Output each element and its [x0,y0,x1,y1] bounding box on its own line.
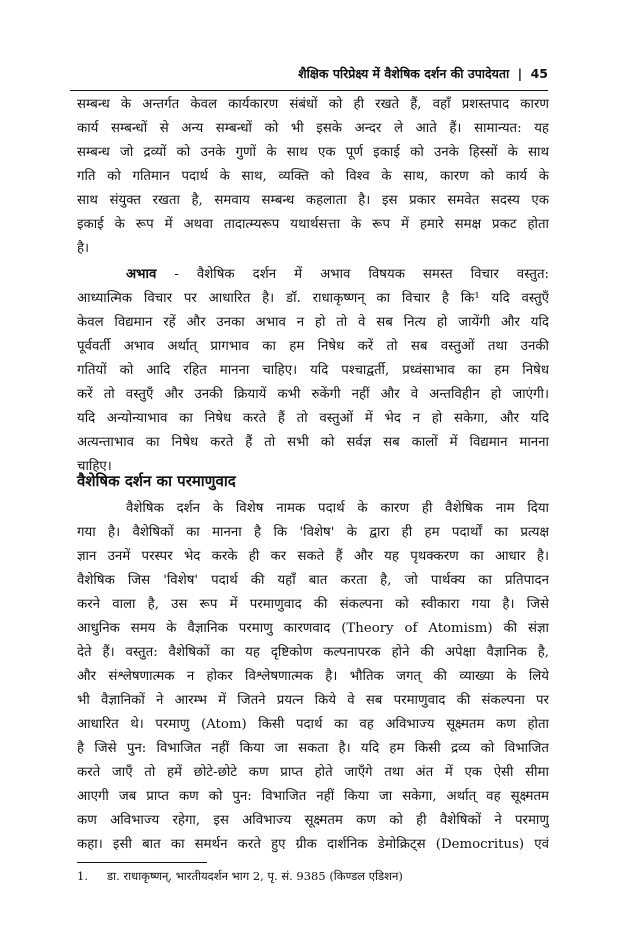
paragraph-line: ज्ञान उनमें परस्पर भेद करके ही कर सकते हैं और यह पृथक्करण का आधार है। [77,549,549,564]
running-header [70,63,548,85]
paragraph-line: अत्यन्ताभाव का निषेध करते हैं तो सभी को सर्वज्ञ सब कालों में विद्यमान मानना [77,435,549,450]
paragraph-line: आध्यात्मिक विचार पर आधारित है। डॉ. राधाकृष्णन् का विचार है कि¹ यदि वस्तुएँ [77,291,549,306]
paragraph-line: है जिसे पुन: विभाजित नहीं किया जा सकता है। यदि हम किसी द्रव्य को विभाजित [77,741,549,756]
paragraph-line: चाहिए। [77,459,112,474]
header-rule [70,90,548,91]
paragraph-line: देते हैं। वस्तुत: वैशेषिकों का यह दृष्टिकोण कल्पनापरक होने की अपेक्षा वैज्ञानिक है, [77,645,549,660]
paragraph-line: आधुनिक समय के वैज्ञानिक परमाणु कारणवाद (Theory of Atomism) की संज्ञा [77,621,549,636]
paragraph-line [126,263,549,287]
paragraph-line: सम्बन्ध जो द्रव्यों को उनके गुणों के साथ एक पूर्ण इकाई को उनके हिस्सों के साथ [77,145,549,160]
footnote-text: डा. राधाकृष्णन्, भारतीयदर्शन भाग 2, पृ. सं. 9385 (किण्डल एडिशन) [107,869,403,883]
paragraph-line: कार्य सम्बन्धों से अन्य सम्बन्धों को भी इसके अन्दर ले आते हैं। सामान्यत: यह [77,121,549,136]
paragraph-line: भी वैज्ञानिकों ने आरम्भ में जितने प्रयत्न किये वे सब परमाणुवाद की संकल्पना पर [77,693,549,708]
paragraph-line: करें तो वस्तुएँ और उनकी क्रियायें कभी रुकेंगी नहीं और वे अन्तविहीन हो जाएंगी। [77,387,549,402]
footnote [77,866,549,886]
paragraph-line: करने वाला है, उस रूप में परमाणुवाद की संकल्पना को स्वीकारा गया है। जिसे [77,597,549,612]
paragraph-line: गया है। वैशेषिकों का मानना है कि 'विशेष' के द्वारा ही हम पदार्थों का प्रत्यक्ष [77,525,549,540]
paragraph-line: गति को गतिमान पदार्थ के साथ, व्यक्ति को विश्व के साथ, कारण को कार्य के [77,169,549,184]
paragraph-line: कण अविभाज्य रहेगा, इस अविभाज्य सूक्ष्मतम कण को ही वैशेषिकों ने परमाणु [77,813,549,828]
paragraph-line: साथ संयुक्त रखता है, समवाय सम्बन्ध कहलाता है। इस प्रकार समवेत सदस्य एक [77,193,549,208]
page-number: 45 [530,66,548,81]
paragraph-line: सम्बन्ध के अन्तर्गत केवल कार्यकारण संबंधों को ही रखते हैं, वहाँ प्रशस्तपाद कारण [77,97,549,112]
paragraph-line: इकाई के रूप में अथवा तादात्म्यरूप यथार्थसत्ता के रूप में हमारे समक्ष प्रकट होता [77,217,549,232]
paragraph-line-rest: - वैशेषिक दर्शन में अभाव विषयक समस्त विचार वस्तुत: [156,267,549,282]
paragraph-line: गतियों को आदि रहित मानना चाहिए। यदि पश्चाद्वर्ती, प्रध्वंसाभाव का हम निषेध [77,363,549,378]
paragraph-line: कहा। इसी बात का समर्थन करते हुए ग्रीक दार्शनिक डेमोक्रिट्स (Democritus) एवं [77,837,549,852]
paragraph-line: आएगी जब प्राप्त कण को पुन: विभाजित नहीं किया जा सकेगा, अर्थात् वह सूक्ष्मतम [77,789,549,804]
running-title: शैक्षिक परिप्रेक्ष्य में वैशेषिक दर्शन की उपादेयता [298,66,510,81]
paragraph-line: यदि अन्योन्याभाव का निषेध करते हैं तो वस्तुओं में भेद न हो सकेगा, और यदि [77,411,549,426]
paragraph-line: केवल विद्यमान रहें और उनका अभाव न हो तो वे सब नित्य हो जायेंगी और यदि [77,315,549,330]
term-abhava: अभाव [126,267,157,282]
footnote-number: 1. [77,869,88,883]
paragraph-line: पूर्ववर्ती अभाव अर्थात् प्रागभाव का हम निषेध करें तो सब वस्तुओं तथा उनकी [77,339,549,354]
header-separator: | [517,66,523,81]
paragraph-line: करते जाएँ तो हमें छोटे-छोटे कण प्राप्त होते जाएँगे तथा अंत में एक ऐसी सीमा [77,765,549,780]
footnote-rule [77,862,207,863]
paragraph-line: वैशेषिक जिस 'विशेष' पदार्थ की यहाँ बात करता है, जो पार्थक्य का प्रतिपादन [77,573,549,588]
section-heading: वैशेषिक दर्शन का परमाणुवाद [77,472,236,490]
paragraph-line: और संश्लेषणात्मक न होकर विश्लेषणात्मक है। भौतिक जगत् की व्याख्या के लिये [77,669,549,684]
paragraph-line: आधारित थे। परमाणु (Atom) किसी पदार्थ का वह अविभाज्य सूक्ष्मतम कण होता [77,717,549,732]
paragraph-line: है। [77,241,90,256]
paragraph-line: वैशेषिक दर्शन के विशेष नामक पदार्थ के कारण ही वैशेषिक नाम दिया [126,501,549,516]
